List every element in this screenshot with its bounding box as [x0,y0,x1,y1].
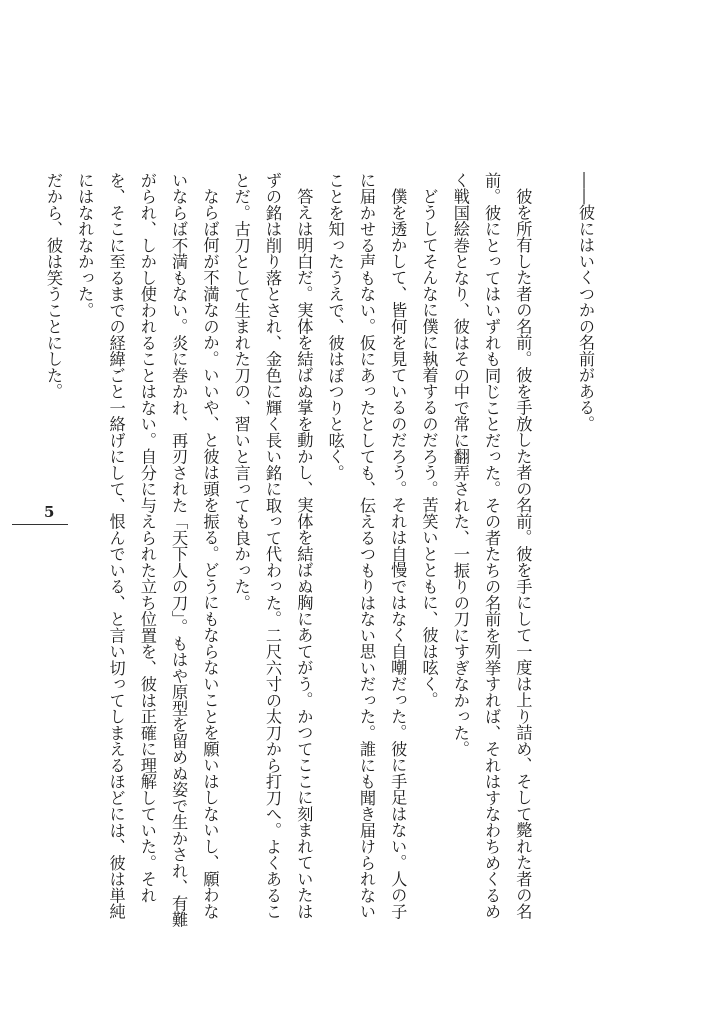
paragraph-5: ならば何が不満なのか。いいや、と彼は頭を振る。どうにもならないことを願いはしないし、願わないならば不満もない。炎に巻かれ、再刃された「天下人の刀」。もはや原型を留めぬ姿で生かされ、有難がられ、しかし使われることはない。自分に与えられた立ち位置を、彼は正確に理解していた。それを、そこに至るまでの経緯ごと一絡げにして、恨んでいる、と言い切ってしまえるほどには、彼は単純にはなれなかった。 [75,172,220,928]
paragraph-4: 答えは明白だ。実体を結ばぬ掌を動かし、実体を結ばぬ胸にあてがう。かつてここに刻まれていたはずの銘は削り落とされ、金色に輝く長い銘に取って代わった。二尺六寸の太刀から打刀へ。よくあることだ。古刀として生まれた刀の、習いと言っても良かった。 [231,172,314,920]
paragraph-3: 僕を透かして、皆何を見ているのだろう。それは自慢ではなく自嘲だった。彼に手足はない。人の子に届かせる声もない。仮にあったとしても、伝えるつもりはない思いだった。誰にも聞き届けられないことを知ったうえで、彼はぽつりと呟く。 [325,172,408,920]
opening-line: ――彼にはいくつかの名前がある。 [576,172,595,432]
paragraph-gap [538,172,569,932]
vertical-text-body [43,172,601,932]
page-number: 5 [44,503,55,521]
page-number-rule [12,524,68,525]
paragraph-2: どうしてそんなに僕に執着するのだろう。苦笑いとともに、彼は呟く。 [419,188,439,709]
paragraph-6: だから、彼は笑うことにした。 [43,172,63,400]
paragraph-1: 彼を所有した者の名前。彼を手放した者の名前。彼を手にして一度は上り詰め、そして斃れた者の名前。彼にとってはいずれも同じことだった。その者たちの名前を列挙すれば、それはすなわちめくるめく戦国絵巻となり、彼はその中で常に翻弄された、一振りの刀にすぎなかった。 [450,172,533,920]
